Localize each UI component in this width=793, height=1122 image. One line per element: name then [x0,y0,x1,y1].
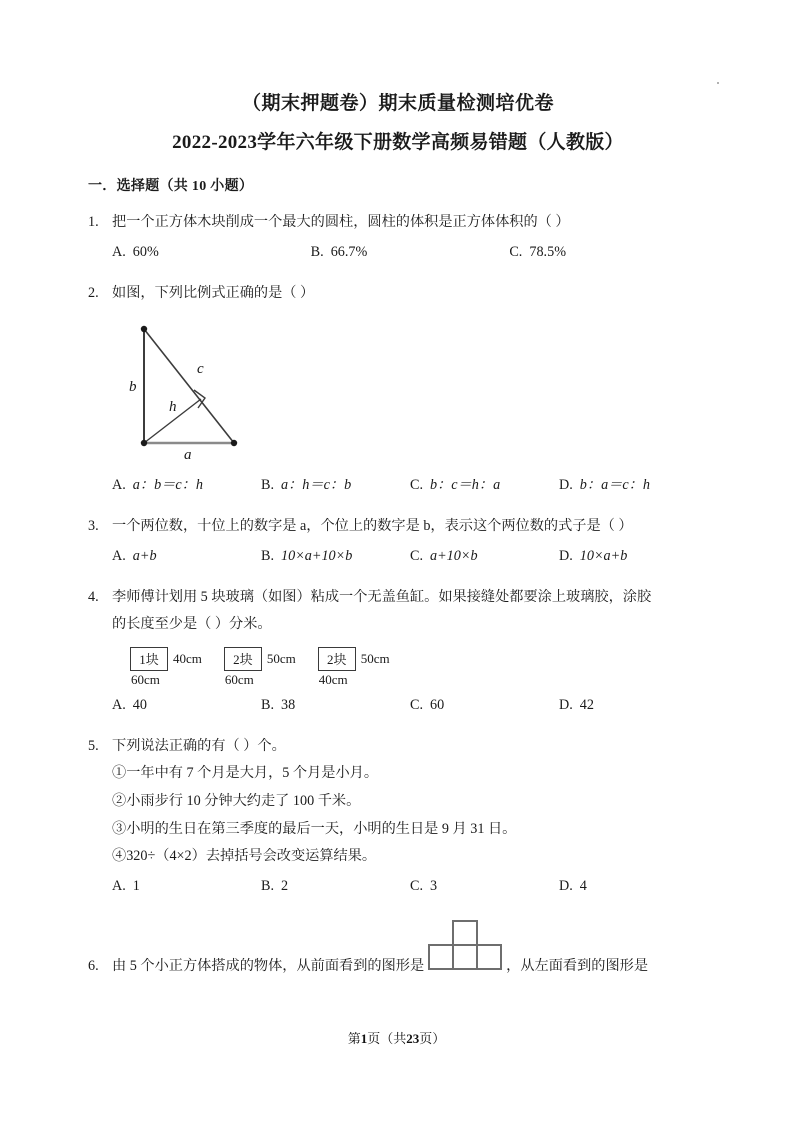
question-1-stem [88,209,708,237]
question-4-text-line1: 李师傅计划用 5 块玻璃（如图）粘成一个无盖鱼缸。如果接缝处都要涂上玻璃胶，涂胶 [112,588,652,605]
question-5 [88,733,708,901]
right-triangle-svg [122,321,292,461]
option-5-c-letter: C. [410,878,424,894]
question-5-number: 5. [88,737,99,754]
option-5-b[interactable] [261,873,410,901]
section-heading: 一．选择题（共 10 小题） [88,179,254,195]
option-5-c-text: 3 [430,878,438,894]
glass-pieces-figure [88,647,708,688]
question-5-statement-4: ④320÷（4×2）去掉括号会改变运算结果。 [112,848,377,865]
option-1-c-text: 78.5% [529,244,567,261]
question-4-number: 4. [88,588,99,605]
footer-prefix: 第 [347,1031,361,1046]
option-2-d-text: b：a＝c：h [579,477,650,494]
footer-total-pages: 23 [406,1031,420,1046]
page-footer [0,1028,793,1047]
question-5-statement-1: ①一年中有 7 个月是大月，5 个月是小月。 [112,765,379,782]
option-2-b[interactable] [261,472,410,500]
option-1-b[interactable] [311,239,510,267]
option-2-a[interactable] [112,472,261,500]
option-5-b-letter: B. [261,878,275,894]
question-6-text-after: ，从左面看到的图形是 [506,957,649,974]
option-3-d-letter: D. [559,547,573,564]
question-2-text: 如图，下列比例式正确的是（ ） [112,284,315,301]
option-4-a-letter: A. [112,696,126,713]
option-4-b[interactable] [261,692,410,720]
option-5-d[interactable] [559,873,708,901]
option-2-b-text: a：h＝c：b [281,477,352,494]
option-5-c[interactable] [410,873,559,901]
glass-piece-1 [130,647,202,688]
option-2-d[interactable] [559,472,708,500]
question-1-text: 把一个正方体木块削成一个最大的圆柱，圆柱的体积是正方体体积的（ ） [112,214,570,231]
option-3-a[interactable] [112,543,261,571]
option-4-c-letter: C. [410,696,424,713]
question-3-number: 3. [88,518,99,535]
option-1-c-letter: C. [509,244,523,261]
triangle-label-c: c [197,361,204,378]
option-3-c[interactable] [410,543,559,571]
glass-piece-3-row [318,647,390,671]
question-3-options [88,543,708,571]
option-3-b-text: 10×a+10×b [281,547,353,564]
glass-piece-1-bottom: 60cm [131,671,160,687]
t-shape-svg [427,919,503,971]
page-mark-dot [717,82,719,84]
option-4-a-text: 40 [132,696,147,713]
question-6-text-before: 由 5 个小正方体搭成的物体，从前面看到的图形是 [112,957,425,974]
option-1-a[interactable] [112,239,311,267]
question-3-text: 一个两位数，十位上的数字是 a，个位上的数字是 b，表示这个两位数的式子是（ ） [112,518,633,535]
glass-piece-3-count: 2块 [318,647,356,671]
option-4-d[interactable] [559,692,708,720]
option-1-b-letter: B. [310,244,324,261]
option-2-c[interactable] [410,472,559,500]
triangle-label-b: b [129,379,137,396]
page-title-sub: 2022-2023学年六年级下册数学高频易错题（人教版） [172,131,624,153]
option-4-a[interactable] [112,692,261,720]
option-4-c-text: 60 [430,696,445,713]
option-5-a-text: 1 [132,878,140,894]
footer-middle: 页（共 [367,1031,407,1046]
option-2-c-text: b：c＝h：a [430,477,501,494]
option-2-d-letter: D. [559,477,573,494]
right-triangle-figure [122,321,708,466]
option-4-b-text: 38 [281,696,296,713]
question-5-text: 下列说法正确的有（ ）个。 [112,737,286,754]
option-5-b-text: 2 [281,878,289,894]
glass-piece-2 [224,647,296,688]
question-1 [88,209,708,266]
option-5-d-text: 4 [579,878,587,894]
question-1-number: 1. [88,214,99,231]
option-5-a[interactable] [112,873,261,901]
triangle-label-a: a [184,447,192,462]
footer-suffix: 页） [419,1031,446,1046]
glass-piece-2-side: 50cm [266,650,296,666]
vertex-dot-top [141,326,147,332]
question-5-options [88,873,708,901]
option-3-d[interactable] [559,543,708,571]
question-4 [88,584,708,720]
question-6 [88,919,708,981]
glass-piece-2-bottom: 60cm [224,671,254,687]
option-2-a-letter: A. [112,477,126,494]
glass-piece-1-count: 1块 [130,647,168,671]
question-5-statement-3: ③小明的生日在第三季度的最后一天，小明的生日是 9 月 31 日。 [112,820,517,837]
glass-piece-1-side: 40cm [173,650,202,666]
question-4-text-line2: 的长度至少是（ ）分米。 [112,616,272,633]
question-2-stem [88,280,708,308]
question-4-stem-line1 [88,584,708,612]
triangle-label-h: h [169,399,177,416]
glass-piece-1-row [130,647,202,671]
page-title-main: （期末押题卷）期末质量检测培优卷 [241,93,554,114]
option-4-b-letter: B. [261,696,275,713]
glass-piece-3 [318,647,390,688]
option-2-a-text: a：b＝c：h [132,477,203,494]
question-6-number: 6. [88,957,99,974]
glass-piece-2-count: 2块 [224,647,262,671]
option-1-c[interactable] [509,239,708,267]
option-4-d-letter: D. [559,696,573,713]
option-3-a-text: a+b [132,547,157,564]
footer-page-number: 1 [360,1031,368,1046]
glass-piece-3-bottom: 40cm [318,671,348,687]
glass-piece-3-side: 50cm [360,650,390,666]
option-1-b-text: 66.7% [330,244,368,261]
question-5-statement-2: ②小雨步行 10 分钟大约走了 100 千米。 [112,792,361,809]
t-shape-figure [427,919,503,982]
option-2-c-letter: C. [410,477,424,494]
option-5-a-letter: A. [112,878,126,894]
question-3 [88,513,708,570]
option-3-a-letter: A. [112,547,126,564]
page-content [88,92,708,993]
option-4-d-text: 42 [579,696,594,713]
question-2 [88,280,708,500]
option-3-c-letter: C. [410,547,424,564]
question-4-options [88,692,708,720]
option-1-a-letter: A. [112,244,126,261]
option-5-d-letter: D. [559,878,573,894]
option-3-b[interactable] [261,543,410,571]
question-5-stem [88,733,708,761]
question-1-options [88,239,708,267]
option-3-b-letter: B. [261,547,275,564]
question-3-stem [88,513,708,541]
question-2-options [88,472,708,500]
option-3-d-text: 10×a+b [579,547,628,564]
glass-piece-2-row [224,647,296,671]
question-2-number: 2. [88,284,99,301]
vertex-dot-bottom-right [231,440,237,446]
option-3-c-text: a+10×b [430,547,478,564]
option-2-b-letter: B. [261,477,275,494]
question-6-stem [88,919,708,981]
option-4-c[interactable] [410,692,559,720]
option-1-a-text: 60% [132,244,159,261]
vertex-dot-bottom-left [141,440,147,446]
